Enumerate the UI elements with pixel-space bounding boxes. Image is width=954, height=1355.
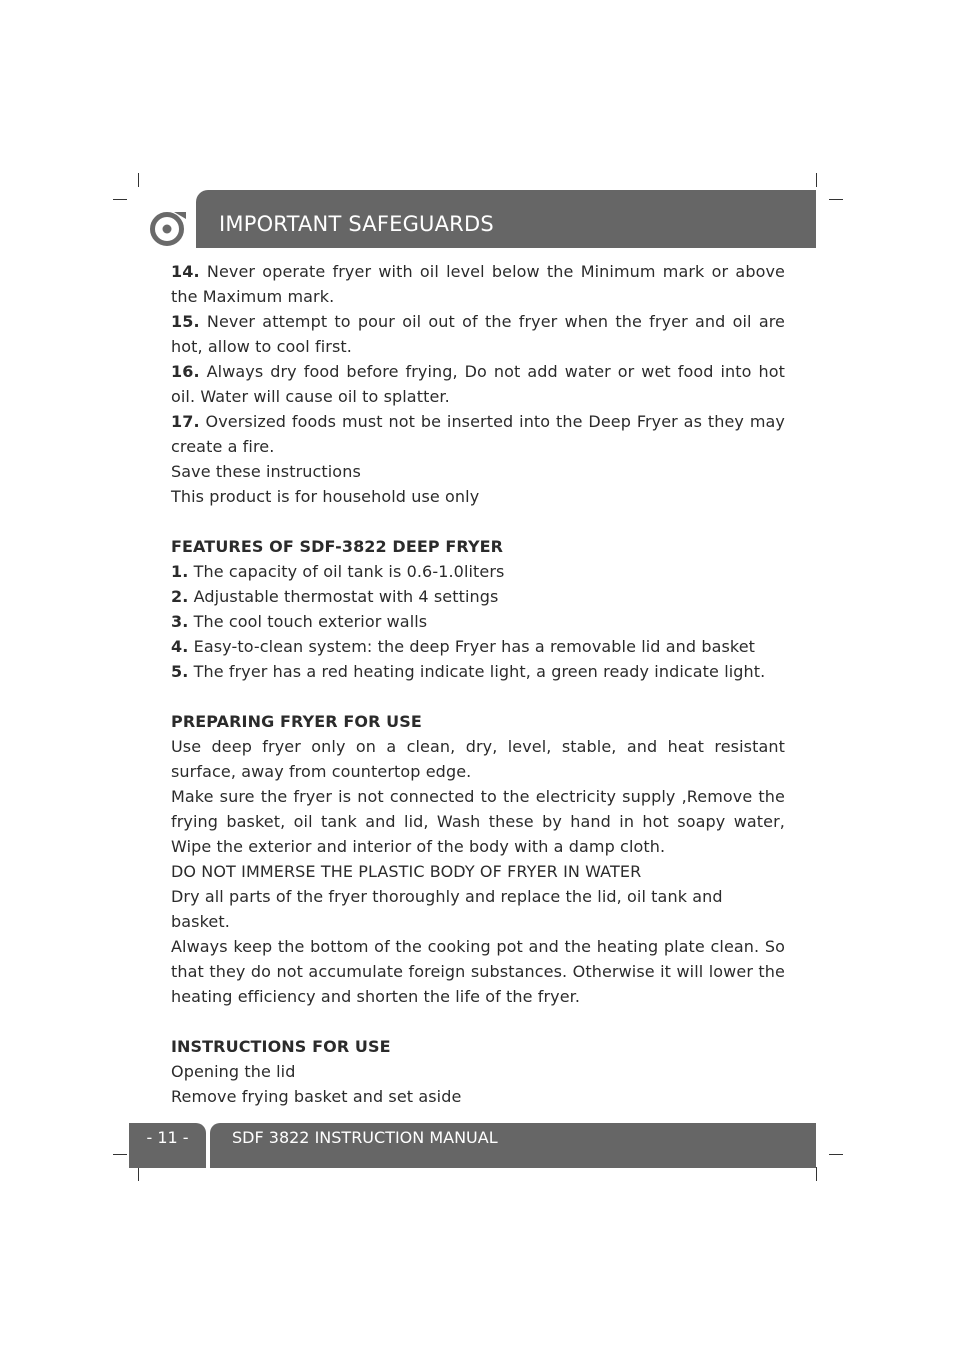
preparing-paragraph: Make sure the fryer is not connected to the electricity supply ,Remove the frying basket, oil tank and lid, Wash these by hand in hot soapy water, Wipe the exterior and interior of the body with a damp cloth. [171,787,785,856]
brand-ring-logo-icon [148,210,188,248]
crop-mark [816,173,817,187]
preparing-paragraph: Use deep fryer only on a clean, dry, level, stable, and heat resistant surface, away from countertop edge. [171,737,785,781]
safeguard-item: 15. Never attempt to pour oil out of the fryer when the fryer and oil are hot, allow to cool first. [171,312,785,356]
feature-item: 2. Adjustable thermostat with 4 settings [171,587,499,606]
note-line: This product is for household use only [171,487,480,506]
page-title: IMPORTANT SAFEGUARDS [219,212,494,236]
crop-mark [816,1167,817,1181]
instruction-line: Remove frying basket and set aside [171,1087,462,1106]
crop-mark [138,173,139,187]
crop-mark [138,1167,139,1181]
crop-mark [829,199,843,200]
instructions-heading: INSTRUCTIONS FOR USE [171,1037,391,1056]
instruction-line: Opening the lid [171,1062,296,1081]
features-heading: FEATURES OF SDF-3822 DEEP FRYER [171,537,504,556]
feature-item: 4. Easy-to-clean system: the deep Fryer has a removable lid and basket [171,637,756,656]
page-number: - 11 - [146,1128,189,1147]
manual-content [171,259,785,1109]
preparing-heading: PREPARING FRYER FOR USE [171,712,422,731]
safeguard-item: 17. Oversized foods must not be inserted into the Deep Fryer as they may create a fire. [171,412,785,456]
footer-bar [210,1123,816,1168]
feature-item: 1. The capacity of oil tank is 0.6-1.0liters [171,562,505,581]
safeguard-item: 16. Always dry food before frying, Do not add water or wet food into hot oil. Water will cause oil to splatter. [171,362,785,406]
page-number-tab [129,1123,206,1168]
crop-mark [829,1154,843,1155]
preparing-paragraph: Always keep the bottom of the cooking pot and the heating plate clean. So that they do not accumulate foreign substances. Otherwise it will lower the heating efficiency and shorten the life of the fryer. [171,937,785,1006]
section-header-bar [196,190,816,248]
feature-item: 5. The fryer has a red heating indicate light, a green ready indicate light. [171,662,766,681]
preparing-paragraph: Dry all parts of the fryer thoroughly and replace the lid, oil tank and basket. [171,887,723,931]
note-line: Save these instructions [171,462,361,481]
manual-title: SDF 3822 INSTRUCTION MANUAL [232,1128,498,1147]
feature-item: 3. The cool touch exterior walls [171,612,428,631]
crop-mark [113,199,127,200]
safeguard-item: 14. Never operate fryer with oil level below the Minimum mark or above the Maximum mark. [171,262,785,306]
preparing-warning: DO NOT IMMERSE THE PLASTIC BODY OF FRYER IN WATER [171,862,642,881]
crop-mark [113,1154,127,1155]
